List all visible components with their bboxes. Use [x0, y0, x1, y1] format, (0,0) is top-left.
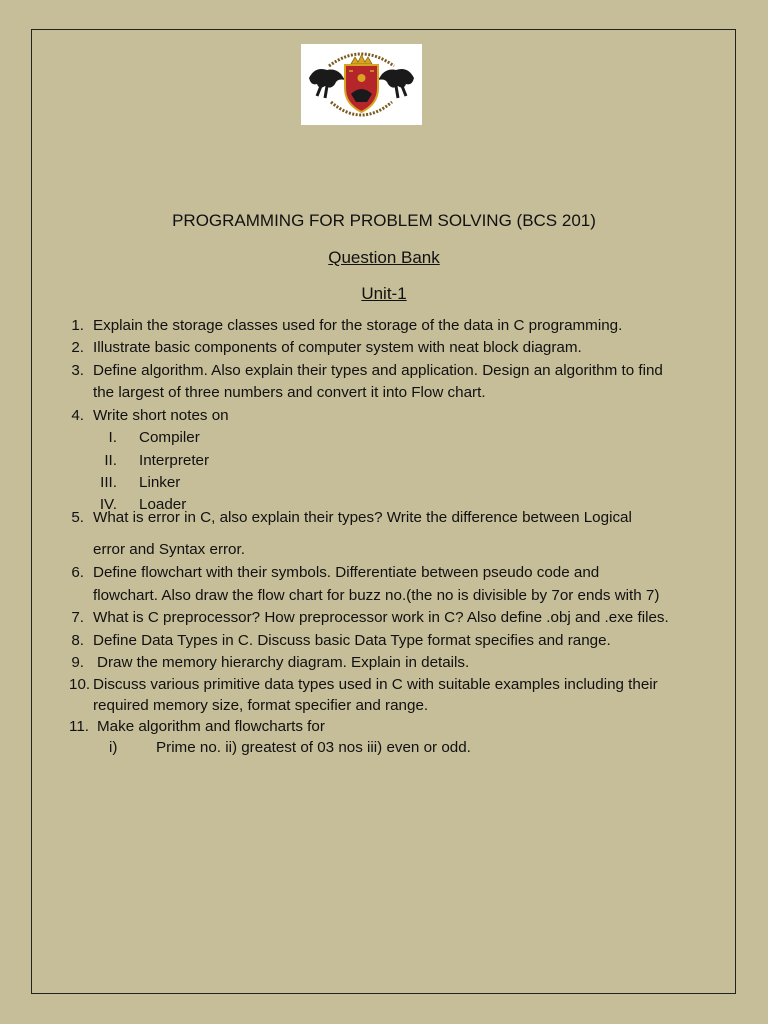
question-text: Write short notes on	[93, 407, 229, 424]
sub-item-number: IV.	[99, 496, 117, 513]
sub-item-number: II.	[104, 452, 117, 469]
question-text: required memory size, format specifier and range.	[93, 697, 429, 714]
question-number: 10.	[69, 676, 91, 693]
sub-item-number: III.	[100, 474, 117, 491]
question-number: 5.	[71, 509, 84, 526]
question-text: Explain the storage classes used for the storage of the data in C programming.	[93, 317, 623, 334]
question-number: 8.	[71, 632, 84, 649]
question-text: Draw the memory hierarchy diagram. Explain in details.	[97, 654, 470, 671]
sub-item-text: Interpreter	[139, 452, 210, 469]
question-text: What is C preprocessor? How preprocessor work in C? Also define .obj and .exe files.	[93, 609, 669, 626]
question-text: Define Data Types in C. Discuss basic Data Type format specifies and range.	[93, 632, 611, 649]
sub-item-text: Prime no. ii) greatest of 03 nos iii) even or odd.	[156, 739, 471, 756]
question-text: What is error in C, also explain their types? Write the difference between Logical	[93, 509, 632, 526]
sub-item-number: i)	[109, 739, 118, 756]
question-number: 1.	[71, 317, 84, 334]
sub-item-number: I.	[108, 429, 117, 446]
question-number: 4.	[71, 407, 84, 424]
crest-icon	[301, 44, 422, 125]
question-text: Discuss various primitive data types used in C with suitable examples including their	[93, 676, 658, 693]
question-number: 11.	[69, 718, 89, 735]
question-text: error and Syntax error.	[93, 541, 245, 558]
question-number: 9.	[71, 654, 84, 671]
question-text: Illustrate basic components of computer system with neat block diagram.	[93, 339, 582, 356]
institute-logo	[301, 44, 422, 125]
question-text: Define algorithm. Also explain their types and application. Design an algorithm to find	[93, 362, 663, 379]
unit-heading: Unit-1	[361, 284, 407, 303]
question-text: flowchart. Also draw the flow chart for buzz no.(the no is divisible by 7or ends with 7)	[93, 587, 660, 604]
question-text: Define flowchart with their symbols. Differentiate between pseudo code and	[93, 564, 600, 581]
sub-item-text: Loader	[139, 496, 187, 513]
question-text: Make algorithm and flowcharts for	[97, 718, 325, 735]
document-title: PROGRAMMING FOR PROBLEM SOLVING (BCS 201)	[172, 211, 596, 230]
question-text: the largest of three numbers and convert it into Flow chart.	[93, 384, 486, 401]
question-number: 6.	[71, 564, 84, 581]
question-number: 2.	[71, 339, 84, 356]
sub-item-text: Linker	[139, 474, 181, 491]
sub-item-text: Compiler	[139, 429, 200, 446]
question-number: 7.	[71, 609, 84, 626]
document-subtitle: Question Bank	[328, 248, 440, 267]
question-number: 3.	[71, 362, 84, 379]
